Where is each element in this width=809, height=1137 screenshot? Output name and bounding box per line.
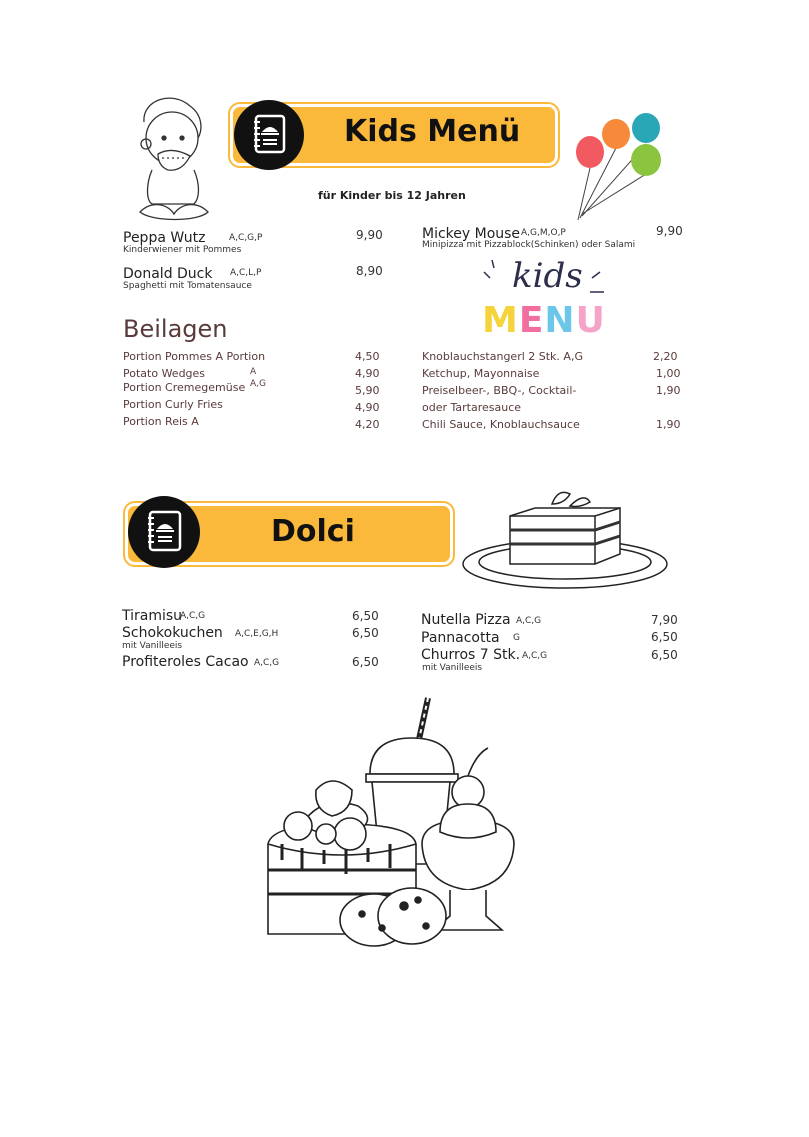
cloche-icon xyxy=(128,496,200,568)
kids-item-allergens: A,G,M,O,P xyxy=(521,228,566,238)
side-item-name: Portion Pommes A Portion xyxy=(123,350,266,363)
kids-item-price: 8,90 xyxy=(356,264,383,278)
side-item-name: Portion Reis A xyxy=(123,415,199,428)
dessert-item-price: 6,50 xyxy=(352,626,379,640)
desserts-illustration xyxy=(262,694,524,954)
menu-book-icon xyxy=(234,100,304,170)
side-item-name: Ketchup, Mayonnaise xyxy=(422,367,540,380)
kids-item-name: Donald Duck xyxy=(123,266,213,282)
side-item-allergens: A,G xyxy=(250,379,266,389)
side-item-name: Portion Curly Fries xyxy=(123,398,223,411)
dolci-title: Dolci xyxy=(271,514,355,549)
dessert-item-name: Schokokuchen xyxy=(122,625,223,641)
kids-item-name: Peppa Wutz xyxy=(123,230,206,246)
kids-logo-bottom: MENU xyxy=(482,300,606,341)
dessert-item-price: 6,50 xyxy=(651,648,678,662)
side-item-name: Portion Cremegemüse xyxy=(123,381,246,394)
side-item-name: Preiselbeer-, BBQ-, Cocktail- xyxy=(422,384,577,397)
side-item-price: 4,90 xyxy=(355,401,380,414)
side-item-price: 4,90 xyxy=(355,367,380,380)
cake-slice-illustration xyxy=(460,486,670,592)
side-item-price: 2,20 xyxy=(653,350,678,363)
side-item-price: 1,00 xyxy=(656,367,681,380)
kids-item-desc: Spaghetti mit Tomatensauce xyxy=(123,281,252,291)
kids-item-price: 9,90 xyxy=(356,228,383,242)
beilagen-heading: Beilagen xyxy=(123,315,228,343)
dessert-item-desc: mit Vanilleeis xyxy=(122,641,183,651)
dessert-item-price: 6,50 xyxy=(651,630,678,644)
side-item-allergens: A xyxy=(250,367,257,377)
side-item-price: 4,50 xyxy=(355,350,380,363)
side-item-name: oder Tartaresauce xyxy=(422,401,522,414)
dessert-item-name: Tiramisu xyxy=(122,608,183,624)
kids-item-desc: Kinderwiener mit Pommes xyxy=(123,245,242,255)
dessert-item-name: Pannacotta xyxy=(421,630,500,646)
dessert-item-allergens: A,C,G xyxy=(522,651,548,661)
dessert-item-allergens: A,C,G xyxy=(180,611,206,621)
dessert-item-price: 6,50 xyxy=(352,609,379,623)
side-item-price: 4,20 xyxy=(355,418,380,431)
dessert-item-desc: mit Vanilleeis xyxy=(422,663,483,673)
dessert-item-name: Churros 7 Stk. xyxy=(421,647,521,663)
kids-logo-top: kids xyxy=(512,256,583,296)
dessert-item-allergens: G xyxy=(513,633,520,643)
child-illustration xyxy=(132,92,214,224)
kids-item-desc: Minipizza mit Pizzablock(Schinken) oder Salami xyxy=(422,240,636,250)
balloons-illustration xyxy=(560,108,670,226)
kids-menu-logo xyxy=(480,256,610,348)
dessert-item-allergens: A,C,E,G,H xyxy=(235,629,279,639)
dessert-item-name: Profiteroles Cacao xyxy=(122,654,249,670)
kids-item-allergens: A,C,G,P xyxy=(229,233,263,243)
kids-menu-title: Kids Menü xyxy=(344,114,521,149)
dessert-item-allergens: A,C,G xyxy=(516,616,542,626)
side-item-name: Potato Wedges xyxy=(123,367,206,380)
dessert-item-name: Nutella Pizza xyxy=(421,612,511,628)
side-item-name: Knoblauchstangerl 2 Stk. A,G xyxy=(422,350,583,363)
dessert-item-price: 7,90 xyxy=(651,613,678,627)
kids-item-price: 9,90 xyxy=(656,224,683,238)
side-item-price: 5,90 xyxy=(355,384,380,397)
kids-item-allergens: A,C,L,P xyxy=(230,268,262,278)
kids-item-name: Mickey Mouse xyxy=(422,226,521,242)
kids-menu-subtitle: für Kinder bis 12 Jahren xyxy=(318,189,466,202)
side-item-name: Chili Sauce, Knoblauchsauce xyxy=(422,418,580,431)
side-item-price: 1,90 xyxy=(656,418,681,431)
dessert-item-price: 6,50 xyxy=(352,655,379,669)
dessert-item-allergens: A,C,G xyxy=(254,658,280,668)
side-item-price: 1,90 xyxy=(656,384,681,397)
